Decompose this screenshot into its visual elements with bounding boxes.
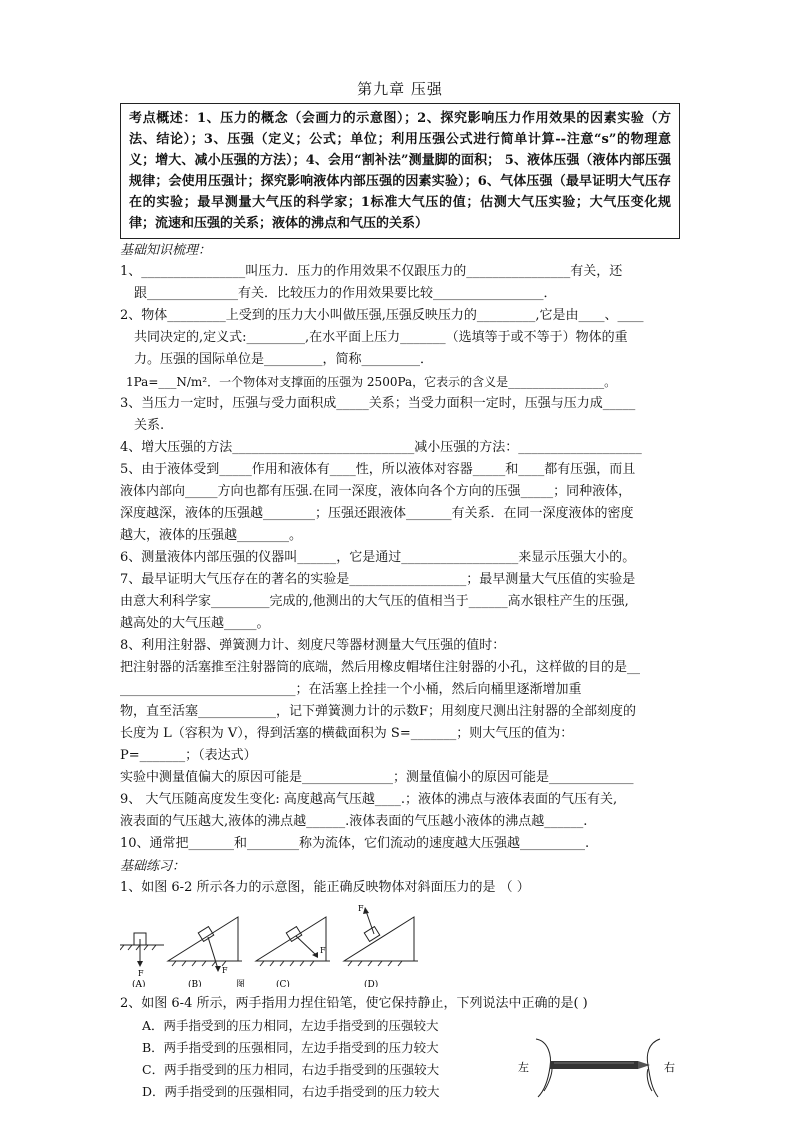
- question-1: 1、如图 6-2 所示各力的示意图，能正确反映物体对斜面压力的是 （ ）: [120, 880, 530, 895]
- question-2-block: [120, 993, 680, 1103]
- text-line: P=_______；（表达式）: [120, 748, 257, 763]
- text-line: 越高处的大气压越_____。: [120, 616, 270, 631]
- force-diagrams: [120, 903, 420, 987]
- text-line: 关系.: [134, 418, 165, 433]
- section-heading-knowledge: 基础知识梳理：: [120, 243, 212, 258]
- worksheet-page: [120, 78, 680, 1103]
- diagram-c: [256, 917, 330, 987]
- text-line: 5、由于液体受到_____作用和液体有____性，所以液体对容器_____和____都有压强，而且: [120, 462, 636, 477]
- text-line: 9、 大气压随高度发生变化: 高度越高气压越____.；液体的沸点与液体表面的气压有关,: [120, 792, 618, 807]
- knowledge-lines: [120, 261, 680, 855]
- text-line: 7、最早证明大气压存在的著名的实验是__________________；最早测量大气压值的实验是: [120, 572, 636, 587]
- label-right: 右: [664, 1061, 675, 1074]
- text-line: 由意大利科学家_________完成的,他测出的大气压的值相当于______高水银柱产生的压强,: [120, 594, 629, 609]
- text-line: 长度为 L（容积为 V），得到活塞的横截面积为 S=_______；则大气压的值为：: [120, 726, 574, 741]
- option-c: C．两手指受到的压力相同，右边手指受到的压强较大: [142, 1062, 440, 1077]
- option-b: B．两手指受到的压强相同，左边手指受到的压力较大: [142, 1040, 439, 1055]
- text-line: 液表面的气压越大,液体的沸点越______.液体表面的气压越小液体的沸点越______.: [120, 814, 588, 829]
- pencil-fingers-figure: [518, 1029, 678, 1099]
- text-line: 3、当压力一定时，压强与受力面积成_____关系；当受力面积一定时，压强与压力成_____: [120, 396, 636, 411]
- text-line: 6、测量液体内部压强的仪器叫______，它是通过__________________来显示压强大小的。: [120, 550, 636, 565]
- text-line: 4、增大压强的方法____________________________减小压强的方法：___________________: [120, 440, 642, 455]
- text-line: 液体内部向_____方向也都有压强.在同一深度，液体向各个方向的压强_____；同种液体，: [120, 484, 632, 499]
- text-line: 8、利用注射器、弹簧测力计、刻度尺等器材测量大气压强的值时：: [120, 638, 506, 653]
- label-b: (B): [188, 980, 202, 987]
- text-line: 跟______________有关．比较压力的作用效果要比较_________________．: [134, 286, 557, 301]
- label-left: 左: [518, 1061, 529, 1074]
- option-d: D．两手指受到的压强相同，右边手指受到的压力较大: [142, 1084, 440, 1099]
- diagram-d: [344, 904, 418, 987]
- text-line: 深度越深，液体的压强越________；压强还跟液体_______有关系．在同一深度液体的密度: [120, 506, 634, 521]
- text-line: 1、________________叫压力．压力的作用效果不仅跟压力的________________有关，还: [120, 264, 623, 279]
- text-line: ___________________________；在活塞上拴挂一个小桶，然后向桶里逐渐增加重: [120, 682, 582, 697]
- section-heading-practice: 基础练习：: [120, 859, 186, 874]
- page-title: 第九章 压强: [357, 80, 443, 98]
- label-force-c: F: [320, 946, 326, 955]
- label-figure: 图: [236, 980, 246, 987]
- label-c: (C): [276, 980, 290, 987]
- question-2: 2、如图 6-4 所示，两手指用力捏住铅笔，使它保持静止，下列说法中正确的是( ): [120, 996, 588, 1011]
- diagram-a: [120, 933, 164, 987]
- text-line: 1Pa=___N/m²．一个物体对支撑面的压强为 2500Pa，它表示的含义是________________。: [126, 375, 617, 389]
- label-d: (D): [364, 980, 379, 987]
- text-line: 物，直至活塞____________，记下弹簧测力计的示数F；用刻度尺测出注射器的全部刻度的: [120, 704, 637, 719]
- text-line: 越大，液体的压强越________。: [120, 528, 303, 543]
- diagram-b: [168, 917, 245, 987]
- figure-6-2: [120, 903, 680, 987]
- label-force-b: F: [222, 966, 228, 975]
- text-line: 2、物体_________上受到的压力大小叫做压强,压强反映压力的_________,它是由____、____: [120, 308, 644, 323]
- label-force-a: F: [138, 969, 144, 978]
- text-line: 把注射器的活塞推至注射器筒的底端，然后用橡皮帽堵住注射器的小孔，这样做的目的是__: [120, 660, 641, 675]
- text-line: 力。压强的国际单位是_________，简称_________．: [134, 352, 434, 367]
- text-line: 10、通常把_______和________称为流体，它们流动的速度越大压强越__________.: [120, 836, 590, 851]
- option-a: A．两手指受到的压力相同，左边手指受到的压强较大: [142, 1018, 439, 1033]
- text-line: 实验中测量值偏大的原因可能是______________；测量值偏小的原因可能是_____________: [120, 770, 634, 785]
- summary-box: 考点概述：1、压力的概念（会画力的示意图）；2、探究影响压力作用效果的因素实验（方法、结论）；3、压强（定义；公式；单位；利用压强公式进行简单计算--注意“s”的物理意义；增大、减小压强的方法）；4、会用“割补法”测量脚的面积； 5、液体压强（液体内部压强规律；会使用压强计；探究影响液体内部压强的因素实验）；6、气体压强（最早证明大气压存在的实验；最早测量大气压的科学家；1标准大气压的值；估测大气压实验；大气压变化规律；流速和压强的关系；液体的沸点和气压的关系）: [120, 103, 680, 239]
- label-force-d: F: [358, 904, 364, 913]
- text-line: 共同决定的,定义式:_________,在水平面上压力_______（选填等于或不等于）物体的重: [134, 330, 628, 345]
- label-a: (A): [132, 980, 146, 987]
